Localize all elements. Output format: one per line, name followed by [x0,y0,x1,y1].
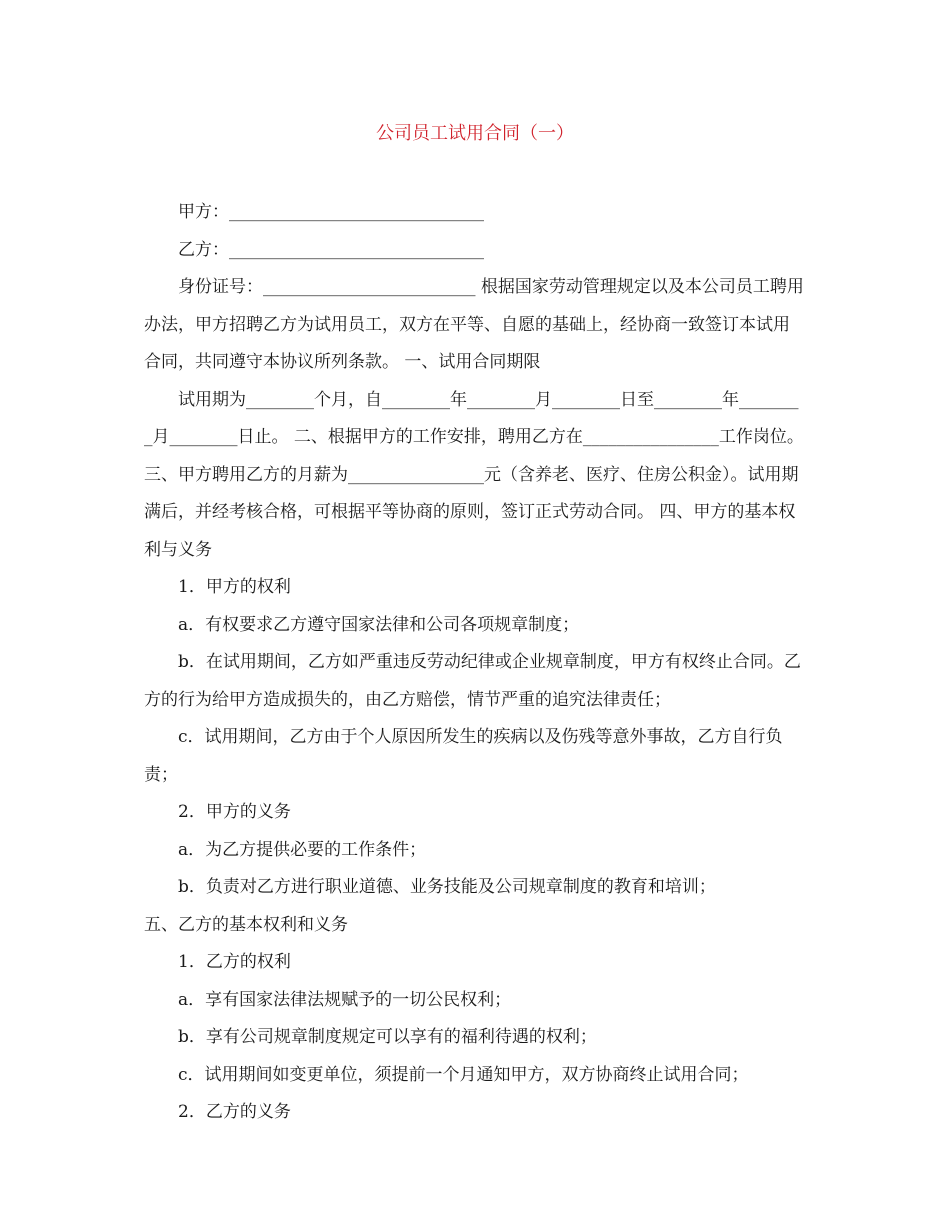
party-a-rights-heading: 1．甲方的权利 [178,577,291,597]
party-a-duty-a: a．为乙方提供必要的工作条件； [178,839,427,860]
party-a-right-c: c．试用期间，乙方由于个人原因所发生的疾病以及伤残等意外事故，乙方自行负责； [144,727,783,785]
section-five-heading: 五、乙方的基本权利和义务 [144,914,348,935]
party-b-line: 乙方：______________________________ [178,239,484,260]
party-b-duties-heading: 2．乙方的义务 [178,1102,291,1122]
party-b-rights-heading: 1．乙方的权利 [178,952,291,972]
party-a-duties-heading: 2．甲方的义务 [178,802,291,822]
trial-period-paragraph: 试用期为________个月，自________年________月________日至________年________月________日止。 二、根据甲方的工作安排，聘用乙方在________________工作岗位。 三、甲方聘用乙方的月薪为________________元（含养老、医疗、住房公积金）。试用期满后，并经考核合格，可根据平等协商的原则，签订正式劳动合同。 四、甲方的基本权利与义务 [144,389,804,560]
party-b-right-a: a．享有国家法律法规赋予的一切公民权利； [178,989,512,1010]
party-a-line: 甲方：______________________________ [178,202,484,222]
intro-paragraph: 身份证号：_________________________ 根据国家劳动管理规定以及本公司员工聘用办法，甲方招聘乙方为试用员工，双方在平等、自愿的基础上，经协商一致签订本试用合同，共同遵守本协议所列条款。 一、试用合同期限 [144,277,804,372]
document-title: 公司员工试用合同（一） [376,123,574,144]
party-a-right-a: a．有权要求乙方遵守国家法律和公司各项规章制度； [178,614,580,635]
party-b-right-c: c．试用期间如变更单位，须提前一个月通知甲方，双方协商终止试用合同； [178,1064,749,1085]
party-a-duty-b: b．负责对乙方进行职业道德、业务技能及公司规章制度的教育和培训； [178,877,716,897]
party-b-right-b: b．享有公司规章制度规定可以享有的福利待遇的权利； [178,1027,597,1047]
party-a-right-b: b．在试用期间，乙方如严重违反劳动纪律或企业规章制度，甲方有权终止合同。乙方的行为给甲方造成损失的，由乙方赔偿，情节严重的追究法律责任； [144,652,801,710]
